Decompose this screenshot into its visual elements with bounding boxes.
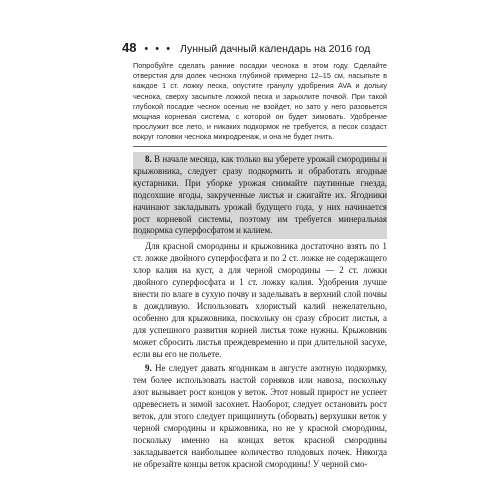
item-9-number: 9. [145,363,152,374]
fertilizer-paragraph: Для красной смородины и крыжовника достаточно взять по 1 ст. ложке двойного суперфосфата и по 2 ст. ложке не содержащего хлор калия на куст, а для черной смородины — 2 ст. ложки двойного суперфосфата и 1 ст. ложку калия. Удобрения лучше внести по влаге в сухую почву и заделывать в верхний слой почвы в дождливую. Использовать хлористый калий нежелательно, особенно для крыжовника, поскольку он сразу сбросит листья, а для успешного развития корней листья тоже нужны. Крыжовник может сбросить листья преждевременно и при длительной засухе, если вы его не польете. [133,241,387,359]
header-dots: • • • [144,43,173,55]
item-9-paragraph [133,363,387,470]
item-9-text: Не следует давать ягодникам в августе азотную подкормку, тем более использовать настой сорняков или навоза, поскольку азот вызывает рост концов у веток. Этот новый прирост не успеет одревеснеть и зимой засохнет. Наоборот, следует остановить рост веток, для этого следует прищипнуть (оборвать) верхушки веток у черной смородины и крыжовника, но не у красной смородины, поскольку именно на концах веток красной смородины закладывается наибольшее количество плодовых почек. Никогда не обрезайте концы веток красной смородины! У черной смо- [133,363,387,469]
running-header [122,40,370,55]
item-8-text: В начале месяца, как только вы уберете урожай смородины и крыжовника, следует сразу подкормить и обработать ягодные кустарники. При уборке урожая снимайте паутинные гнезда, подсохшие ягоды, закрученные листья и сжигайте их. Ягодники начинают закладывать урожай будущего года, у них начинается рост корневой системы, поэтому им требуется минеральная подкормка суперфосфатом и калием. [133,154,387,236]
item-8-paragraph [133,154,387,237]
item-8-number: 8. [145,154,152,164]
main-text [133,152,387,500]
book-title: Лунный дачный календарь на 2016 год [179,43,371,55]
item-8-box [133,152,387,239]
page-number: 48 [122,40,137,55]
tip-sidebar [133,61,387,147]
tip-text: Попробуйте сделать ранние посадки чеснока в этом году. Сделайте отверстия для долек чеснока глубиной примерно 12–15 см, насыпьте в каждое 1 ст. ложку песка, опустите гранулу удобрения AVA и дольку чеснока, сверху засыпьте ложкой песка и зарыхлите почвой. При такой глубокой посадке чеснок осенью не взойдет, но зато у него разовьется мощная корневая система, с которой он будет зимовать. Удобрение прослужит все лето, и никаких подкормок не требуется, а песок создаст вокруг головки чеснока микродренаж, и она не будет гнить. [133,61,387,142]
